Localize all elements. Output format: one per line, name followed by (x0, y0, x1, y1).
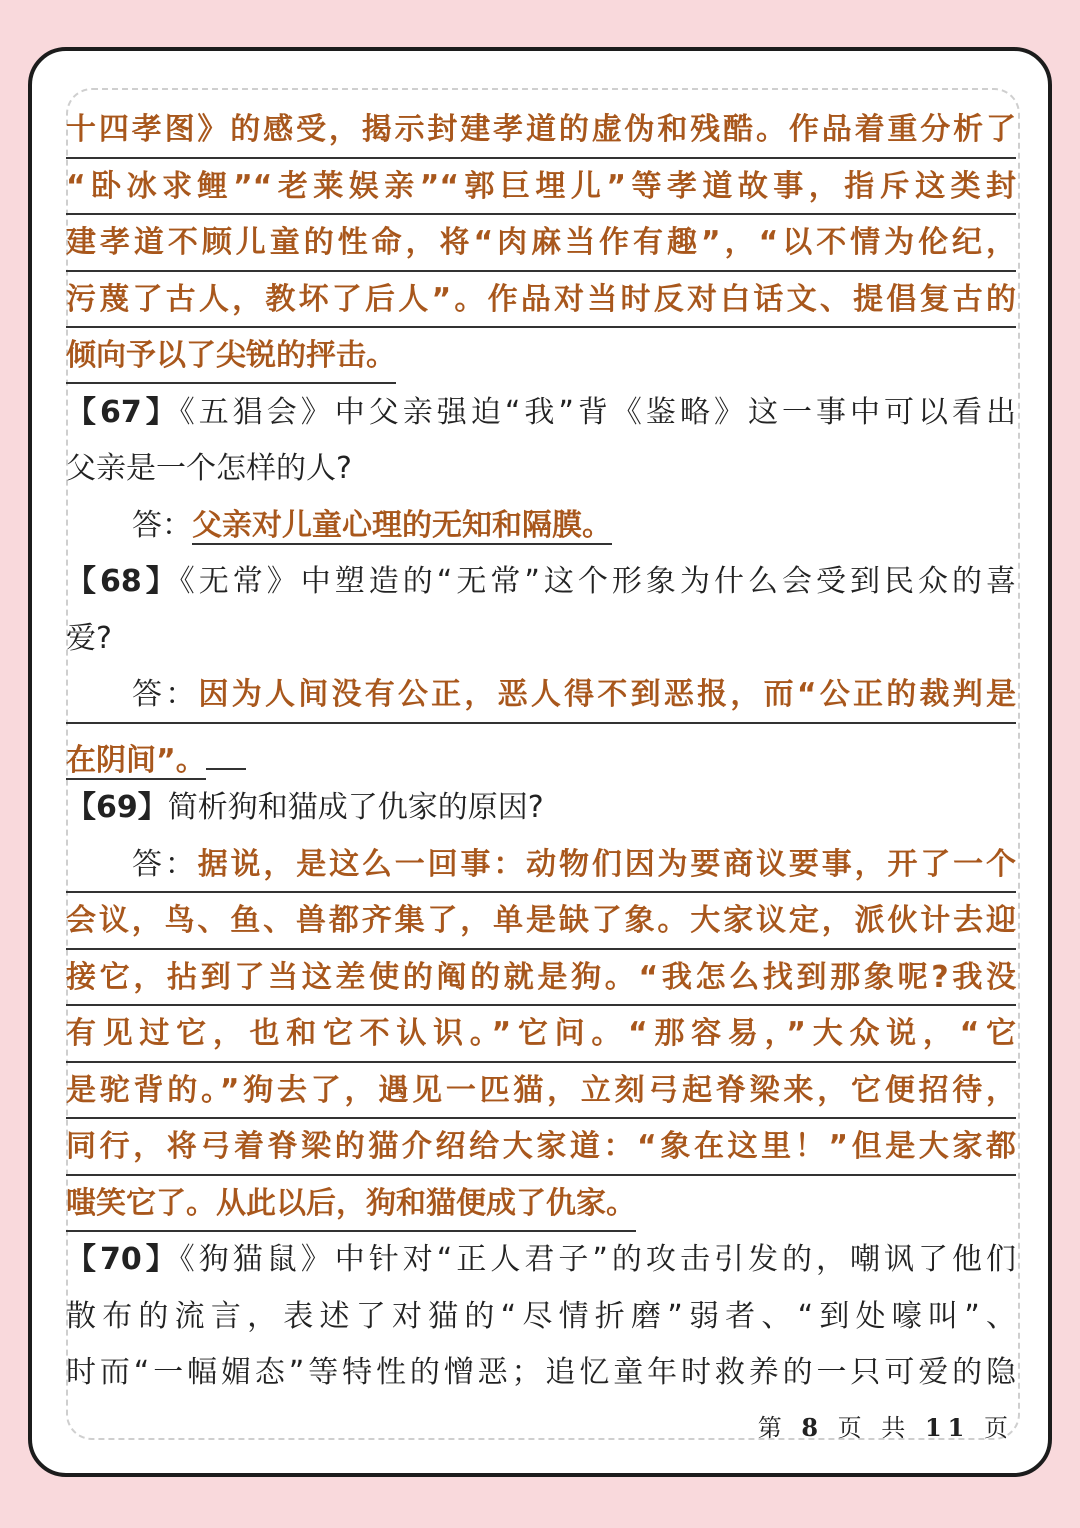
question-number: 【68】 (66, 564, 180, 599)
answer-line: 会议，鸟、鱼、兽都齐集了，单是缺了象。大家议定，派伙计去迎 (66, 893, 1016, 950)
question-number: 【69】 (66, 790, 168, 825)
answer-line: 是驼背的。”狗去了，遇见一匹猫，立刻弓起脊梁来，它便招待， (66, 1063, 1016, 1120)
answer-line: 接它，拈到了当这差使的阄的就是狗。“我怎么找到那象呢?我没 (66, 950, 1016, 1007)
answer-line: 倾向予以了尖锐的抨击。 (66, 328, 1016, 385)
question-text: 《五猖会》中父亲强迫“我”背《鉴略》这一事中可以看出 (179, 394, 1016, 430)
intro-answer (66, 102, 1016, 385)
page-footer: 第 8 页 共 11 页 (757, 1413, 1014, 1442)
answer-text: 父亲对儿童心理的无知和隔膜。 (192, 507, 612, 543)
answer-text: 据说，是这么一回事：动物们因为要商议要事，开了一个 (197, 846, 1016, 882)
question-70 (66, 1232, 1016, 1402)
answer-line: “卧冰求鲤”“老莱娱亲”“郭巨埋儿”等孝道故事，指斥这类封 (66, 159, 1016, 216)
answer-line: 同行，将弓着脊梁的猫介绍给大家道：“象在这里！”但是大家都 (66, 1119, 1016, 1176)
question-text: 《狗猫鼠》中针对“正人君子”的攻击引发的，嘲讽了他们 (179, 1242, 1016, 1277)
answer-line: 十四孝图》的感受，揭示封建孝道的虚伪和残酷。作品着重分析了 (66, 102, 1016, 159)
question-text: 爱? (66, 620, 112, 656)
answer-line: 有见过它，也和它不认识。”它问。“那容易，”大众说，“它 (66, 1006, 1016, 1063)
document-content (66, 102, 1016, 1402)
question-number: 【67】 (66, 394, 180, 430)
total-pages: 11 (924, 1413, 971, 1442)
question-69 (66, 780, 1016, 1232)
answer-line: 嗤笑它了。从此以后，狗和猫便成了仇家。 (66, 1176, 1016, 1233)
answer-label: 答： (132, 677, 199, 712)
question-text: 散布的流言，表述了对猫的“尽情折磨”弱者、“到处嚎叫”、 (66, 1298, 1016, 1334)
answer-text: 因为人间没有公正，恶人得不到恶报，而“公正的裁判是 (198, 677, 1016, 712)
question-68 (66, 554, 1016, 780)
current-page: 8 (801, 1413, 825, 1442)
question-67 (66, 385, 1016, 555)
answer-line: 污蔑了古人，教坏了后人”。作品对当时反对白话文、提倡复古的 (66, 272, 1016, 329)
question-number: 【70】 (66, 1242, 180, 1277)
answer-block (66, 837, 1016, 1233)
question-text: 简析狗和猫成了仇家的原因? (167, 790, 544, 825)
answer-line: 建孝道不顾儿童的性命，将“肉麻当作有趣”，“以不情为伦纪， (66, 215, 1016, 272)
question-text: 《无常》中塑造的“无常”这个形象为什么会受到民众的喜 (179, 564, 1016, 599)
answer-label: 答： (132, 846, 198, 882)
answer-label: 答： (132, 507, 192, 543)
question-text: 父亲是一个怎样的人? (66, 451, 352, 486)
question-text: 时而“一幅媚态”等特性的憎恶；追忆童年时救养的一只可爱的隐 (66, 1355, 1016, 1390)
answer-text: 在阴间”。 (66, 742, 206, 778)
